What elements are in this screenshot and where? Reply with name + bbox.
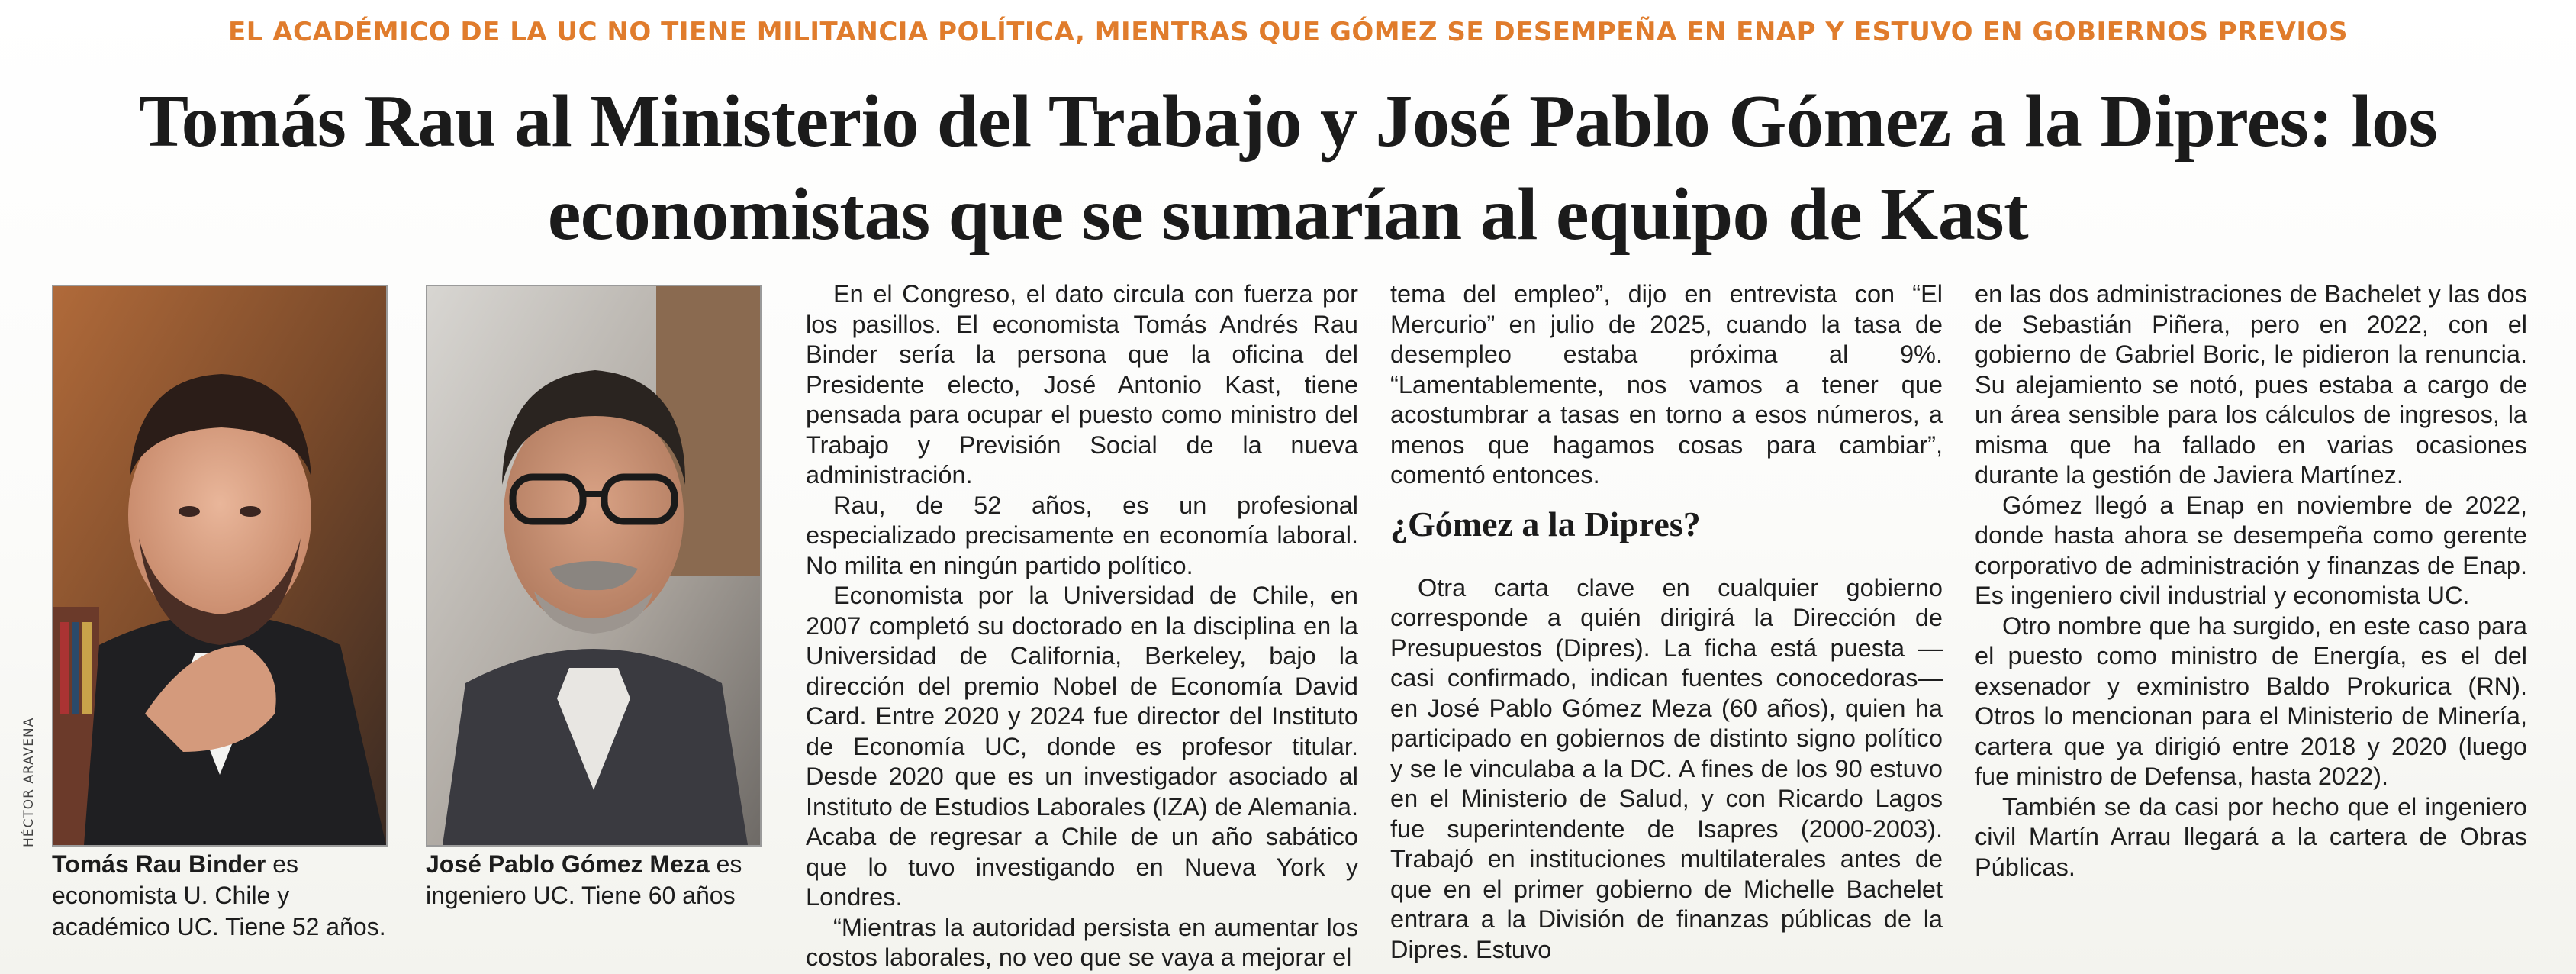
paragraph: Otra carta clave en cualquier gobierno corresponde a quién dirigirá la Dirección de Presupuestos (Dipres). La ficha está puesta —casi confirmado, indican fuentes conocedoras— en José Pablo Gómez Meza (60 años), quien ha participado en gobiernos de distinto signo político y se le vinculaba a la DC. A fines de los 90 estuvo en el Ministerio de Salud, y con Ricardo Lagos fue superintendente de Isapres (2000-2003). Trabajó en instituciones multilaterales antes de que en el primer gobierno de Michelle Bachelet entrara a la División de finanzas públicas de la Dipres. Estuvo xyxy=(1390,573,1943,963)
headline-line-1: Tomás Rau al Ministerio del Trabajo y José Pablo Gómez a la Dipres: los xyxy=(138,80,2438,163)
caption-rau-text: es economista U. Chile y académico UC. Tiene 52 años. xyxy=(52,850,386,940)
caption-rau-name: Tomás Rau Binder xyxy=(52,850,266,878)
paragraph: “Mientras la autoridad persista en aumentar los costos laborales, no veo que se vaya a mejorar el xyxy=(806,913,1358,971)
paragraph: Gómez llegó a Enap en noviembre de 2022, donde hasta ahora se desempeña como gerente corporativo de administración y finanzas de Enap. Es ingeniero civil industrial y economista UC. xyxy=(1975,491,2527,609)
caption-gomez-text: es ingeniero UC. Tiene 60 años xyxy=(426,850,742,909)
paragraph: También se da casi por hecho que el ingeniero civil Martín Arrau llegará a la cartera de Obras Públicas. xyxy=(1975,792,2527,881)
photo-tomas-rau xyxy=(52,285,388,847)
photo-jose-pablo-gomez xyxy=(426,285,762,847)
article-column-2 xyxy=(1390,279,1943,965)
article-column-1 xyxy=(806,279,1358,973)
paragraph: Economista por la Universidad de Chile, en 2007 completó su doctorado en la disciplina en la Universidad de California, Berkeley, bajo la dirección del premio Nobel de Economía David Card. Entre 2020 y 2024 fue director del Instituto de Economía UC, donde es profesor titular. Desde 2020 que es un investigador asociado al Instituto de Estudios Laborales (IZA) de Alemania. Acaba de regresar a Chile de un año sabático que lo tuvo investigando en Nueva York y Londres. xyxy=(806,582,1358,911)
photo-credit: HÉCTOR ARAVENA xyxy=(21,717,37,847)
paragraph: tema del empleo”, dijo en entrevista con “El Mercurio” en julio de 2025, cuando la tasa de desempleo estaba próxima al 9%. “Lamentablemente, nos vamos a tener que acostumbrar a tasas en torno a esos números, a menos que hagamos cosas para cambiar”, comentó entonces. xyxy=(1390,280,1943,489)
headline xyxy=(31,75,2545,261)
caption-gomez-name: José Pablo Gómez Meza xyxy=(426,850,710,878)
portrait-rau-image xyxy=(53,286,386,845)
portrait-gomez-image xyxy=(427,286,760,845)
caption-rau xyxy=(52,849,388,943)
headline-line-2: economistas que se sumarían al equipo de Kast xyxy=(547,173,2029,256)
article-column-3 xyxy=(1975,279,2527,882)
paragraph: En el Congreso, el dato circula con fuerza por los pasillos. El economista Tomás Andrés Rau Binder sería la persona que la oficina del Presidente electo, José Antonio Kast, tiene pensada para ocupar el puesto como ministro del Trabajo y Previsión Social de la nueva administración. xyxy=(806,280,1358,489)
kicker: EL ACADÉMICO DE LA UC NO TIENE MILITANCIA POLÍTICA, MIENTRAS QUE GÓMEZ SE DESEMPEÑA EN ENAP Y ESTUVO EN GOBIERNOS PREVIOS xyxy=(228,17,2348,47)
subhead: ¿Gómez a la Dipres? xyxy=(1390,504,1701,543)
paragraph: en las dos administraciones de Bachelet y las dos de Sebastián Piñera, pero en 2022, con el gobierno de Gabriel Boric, le pidieron la renuncia. Su alejamiento se notó, pues estaba a cargo de un área sensible para los cálculos de ingresos, la misma que ha fallado en varias ocasiones durante la gestión de Javiera Martínez. xyxy=(1975,280,2527,489)
caption-gomez xyxy=(426,849,769,911)
paragraph: Rau, de 52 años, es un profesional especializado precisamente en economía laboral. No milita en ningún partido político. xyxy=(806,491,1358,579)
paragraph: Otro nombre que ha surgido, en este caso para el puesto como ministro de Energía, es el del exsenador y exministro Baldo Prokurica (RN). Otros lo mencionan para el Ministerio de Minería, cartera que ya dirigió entre 2018 y 2020 (luego fue ministro de Defensa, hasta 2022). xyxy=(1975,611,2527,790)
